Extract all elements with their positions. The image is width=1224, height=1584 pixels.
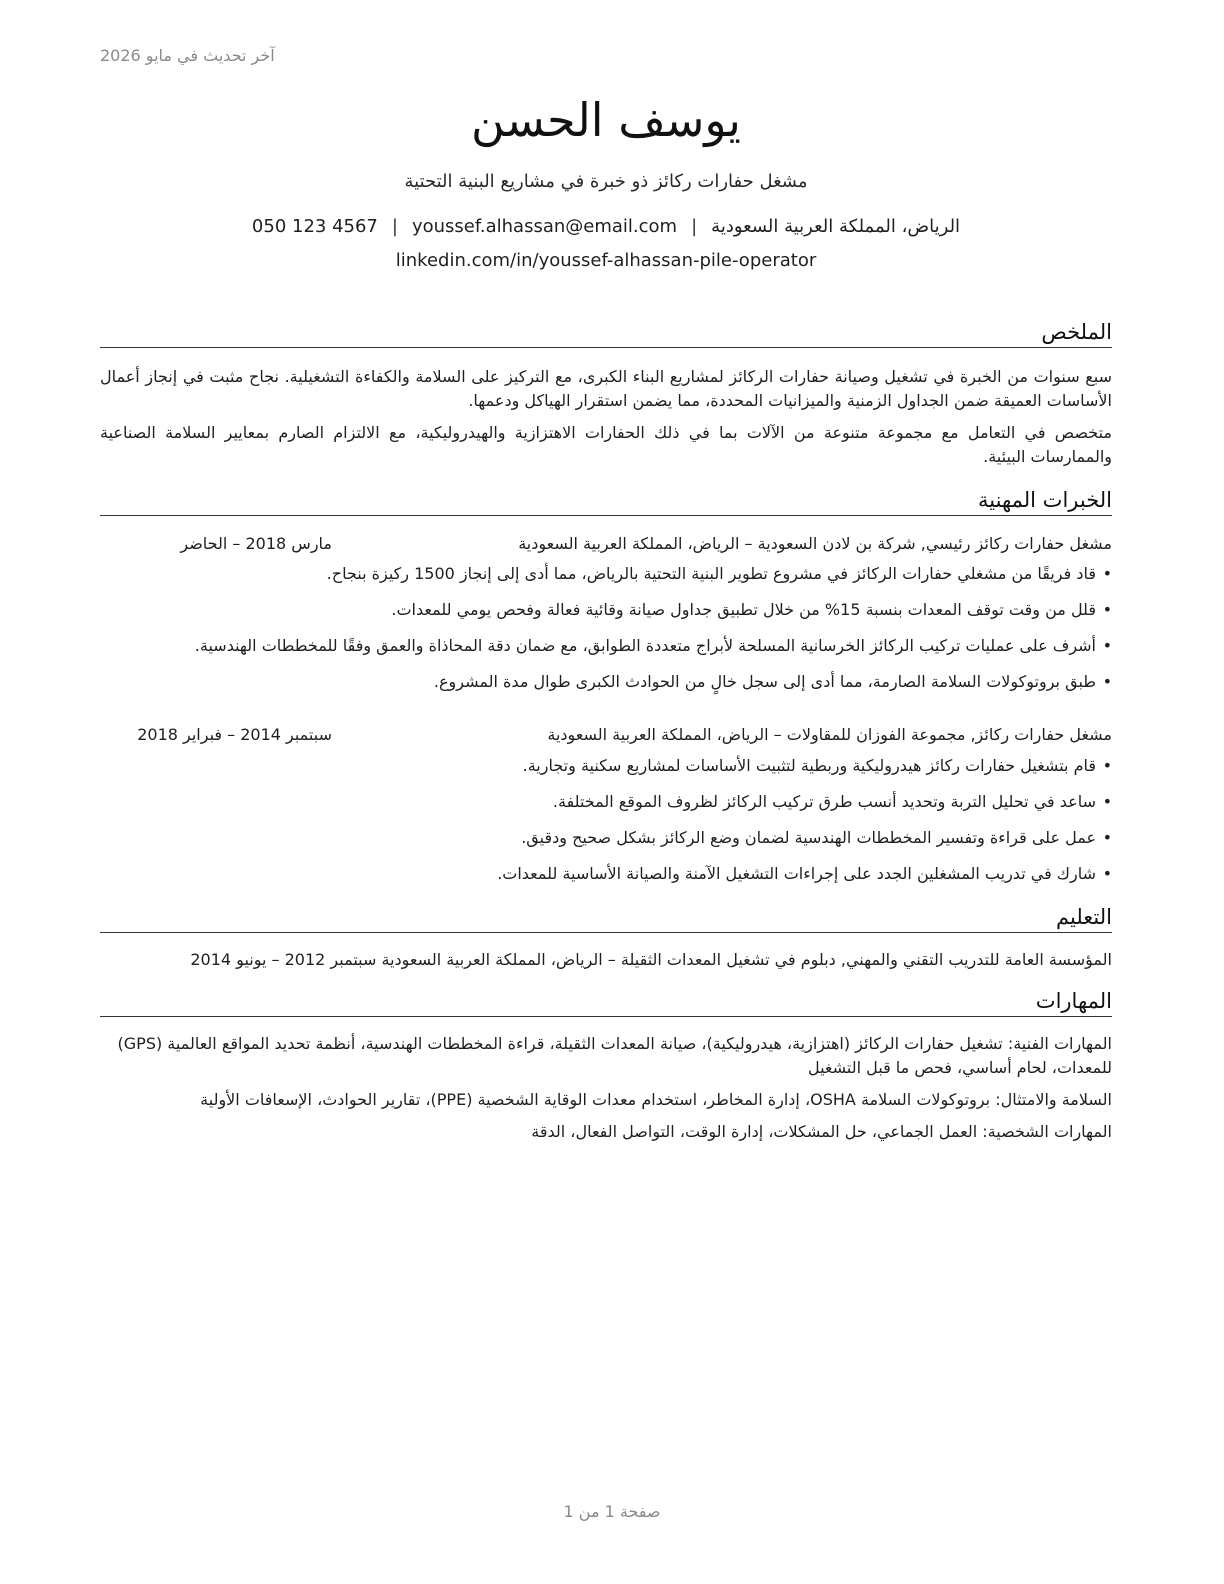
job-bullet: • ساعد في تحليل التربة وتحديد أنسب طرق تركيب الركائز لظروف الموقع المختلفة. <box>100 790 1112 814</box>
skills-line: المهارات الفنية: تشغيل حفارات الركائز (اهتزازية، هيدروليكية)، صيانة المعدات الثقيلة، قراءة المخططات الهندسية، أنظمة تحديد المواقع العالمية (GPS) للمعدات، لحام أساسي، فحص ما قبل التشغيل <box>117 1034 1112 1077</box>
page-number: صفحة 1 من 1 <box>563 1502 661 1521</box>
education-entry: المؤسسة العامة للتدريب التقني والمهني, دبلوم في تشغيل المعدات الثقيلة – الرياض، المملكة العربية السعودية سبتمبر 2012 – يونيو 2014 <box>190 950 1112 969</box>
job-dates: سبتمبر 2014 – فبراير 2018 <box>137 725 332 744</box>
email-link[interactable]: youssef.alhassan@email.com <box>411 216 678 237</box>
job-header <box>100 722 1112 748</box>
candidate-headline: مشغل حفارات ركائز ذو خبرة في مشاريع البنية التحتية <box>404 171 808 192</box>
summary-section <box>100 318 1112 469</box>
job-entry <box>100 531 1112 694</box>
location-text: الرياض، المملكة العربية السعودية <box>711 216 961 237</box>
job-bullets <box>100 562 1112 694</box>
job-dates: مارس 2018 – الحاضر <box>180 534 332 553</box>
candidate-name: يوسف الحسن <box>471 93 741 147</box>
last-updated-note: آخر تحديث في مايو 2026 <box>100 46 275 65</box>
skills-section <box>100 987 1112 1144</box>
job-bullet: • أشرف على عمليات تركيب الركائز الخرسانية المسلحة لأبراج متعددة الطوابق، مع ضمان دقة المحاذاة والعمق وفقًا للمخططات الهندسية. <box>100 634 1112 658</box>
job-title: مشغل حفارات ركائز رئيسي, شركة بن لادن السعودية – الرياض، المملكة العربية السعودية <box>518 534 1112 553</box>
job-bullets <box>100 754 1112 886</box>
phone-number: 050 123 4567 <box>251 216 378 237</box>
job-bullet: • قلل من وقت توقف المعدات بنسبة 15% من خلال تطبيق جداول صيانة وقائية فعالة وفحص يومي للمعدات. <box>100 598 1112 622</box>
section-title-summary: الملخص <box>100 318 1112 348</box>
contact-info <box>100 214 1112 240</box>
contact-separator: | <box>691 216 698 237</box>
experience-section <box>100 486 1112 886</box>
job-entry <box>100 722 1112 886</box>
linkedin-link[interactable]: linkedin.com/in/youssef-alhassan-pile-operator <box>395 250 817 271</box>
job-bullet: • قام بتشغيل حفارات ركائز هيدروليكية وربطية لتثبيت الأساسات لمشاريع سكنية وتجارية. <box>100 754 1112 778</box>
contact-separator: | <box>391 216 398 237</box>
job-header <box>100 531 1112 557</box>
summary-paragraph: متخصص في التعامل مع مجموعة متنوعة من الآلات بما في ذلك الحفارات الاهتزازية والهيدروليكية، مع الالتزام الصارم بمعايير السلامة الصناعية والممارسات البيئية. <box>100 423 1112 466</box>
job-bullet: • شارك في تدريب المشغلين الجدد على إجراءات التشغيل الآمنة والصيانة الأساسية للمعدات. <box>100 862 1112 886</box>
skills-line: المهارات الشخصية: العمل الجماعي، حل المشكلات، إدارة الوقت، التواصل الفعال، الدقة <box>531 1122 1112 1141</box>
resume-content <box>100 90 1112 1144</box>
section-title-skills: المهارات <box>100 987 1112 1017</box>
job-bullet: • قاد فريقًا من مشغلي حفارات الركائز في مشروع تطوير البنية التحتية بالرياض، مما أدى إلى إنجاز 1500 ركيزة بنجاح. <box>100 562 1112 586</box>
education-section <box>100 903 1112 972</box>
job-bullet: • طبق بروتوكولات السلامة الصارمة، مما أدى إلى سجل خالٍ من الحوادث الكبرى طوال مدة المشروع. <box>100 670 1112 694</box>
job-bullet: • عمل على قراءة وتفسير المخططات الهندسية لضمان وضع الركائز بشكل صحيح ودقيق. <box>100 826 1112 850</box>
skills-line: السلامة والامتثال: بروتوكولات السلامة OSHA، إدارة المخاطر، استخدام معدات الوقاية الشخصية (PPE)، تقارير الحوادث، الإسعافات الأولية <box>200 1090 1112 1109</box>
job-title: مشغل حفارات ركائز, مجموعة الفوزان للمقاولات – الرياض، المملكة العربية السعودية <box>547 725 1112 744</box>
linkedin-row <box>100 248 1112 274</box>
summary-paragraph: سبع سنوات من الخبرة في تشغيل وصيانة حفارات الركائز لمشاريع البناء الكبرى، مع التركيز على السلامة والكفاءة التشغيلية. نجاح مثبت في إنجاز أعمال الأساسات العميقة ضمن الجداول الزمنية والميزانيات المحددة، مما يضمن استقرار الهياكل ودعمها. <box>100 367 1112 410</box>
section-title-education: التعليم <box>100 903 1112 933</box>
section-title-experience: الخبرات المهنية <box>100 486 1112 516</box>
